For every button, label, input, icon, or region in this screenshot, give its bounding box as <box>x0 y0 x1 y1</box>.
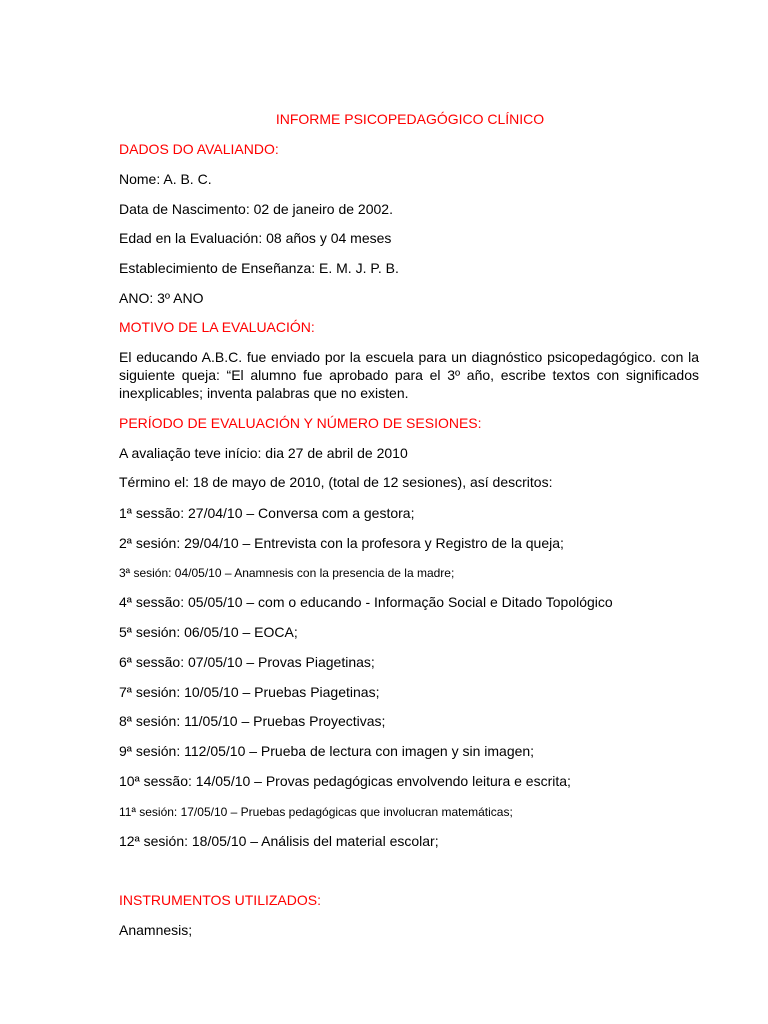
field-nascimento: Data de Nascimento: 02 de janeiro de 2002. <box>119 201 393 217</box>
section-heading-instrumentos: INSTRUMENTOS UTILIZADOS: <box>119 892 321 908</box>
session-item-2: 2ª sesión: 29/04/10 – Entrevista con la profesora y Registro de la queja; <box>119 535 564 551</box>
session-item-12: 12ª sesión: 18/05/10 – Análisis del material escolar; <box>119 833 439 849</box>
session-item-7: 7ª sesión: 10/05/10 – Pruebas Piagetinas; <box>119 684 380 700</box>
session-item-10: 10ª sessão: 14/05/10 – Provas pedagógicas envolvendo leitura e escrita; <box>119 773 571 789</box>
document-title: INFORME PSICOPEDAGÓGICO CLÍNICO <box>275 111 545 127</box>
field-edad: Edad en la Evaluación: 08 años y 04 meses <box>119 230 392 246</box>
session-item-4: 4ª sessão: 05/05/10 – com o educando - Informação Social e Ditado Topológico <box>119 594 613 610</box>
field-termino: Término el: 18 de mayo de 2010, (total de 12 sesiones), así descritos: <box>119 474 553 490</box>
session-item-11: 11ª sesión: 17/05/10 – Pruebas pedagógicas que involucran matemáticas; <box>119 805 513 819</box>
section-heading-dados: DADOS DO AVALIANDO: <box>119 141 279 157</box>
session-item-1: 1ª sessão: 27/04/10 – Conversa com a gestora; <box>119 505 415 521</box>
section-heading-motivo: MOTIVO DE LA EVALUACIÓN: <box>119 319 315 335</box>
section-heading-periodo: PERÍODO DE EVALUACIÓN Y NÚMERO DE SESIONES: <box>119 415 482 431</box>
instrument-item-1: Anamnesis; <box>119 922 193 938</box>
field-nome: Nome: A. B. C. <box>119 171 212 187</box>
field-ano: ANO: 3º ANO <box>119 290 204 306</box>
session-item-6: 6ª sessão: 07/05/10 – Provas Piagetinas; <box>119 654 375 670</box>
session-item-3: 3ª sesión: 04/05/10 – Anamnesis con la presencia de la madre; <box>119 566 455 580</box>
motivo-paragraph: El educando A.B.C. fue enviado por la escuela para un diagnóstico psicopedagógico. con la siguiente queja: “El alumno fue aprobado para el 3º año, escribe textos con significados inexplicables; inventa palabras que no existen. <box>119 349 699 401</box>
session-item-9: 9ª sesión: 112/05/10 – Prueba de lectura con imagen y sin imagen; <box>119 743 535 759</box>
session-item-8: 8ª sesión: 11/05/10 – Pruebas Proyectivas; <box>119 713 386 729</box>
field-establecimiento: Establecimiento de Enseñanza: E. M. J. P. B. <box>119 260 399 276</box>
session-item-5: 5ª sesión: 06/05/10 – EOCA; <box>119 624 298 640</box>
field-inicio: A avaliação teve início: dia 27 de abril de 2010 <box>119 445 408 461</box>
